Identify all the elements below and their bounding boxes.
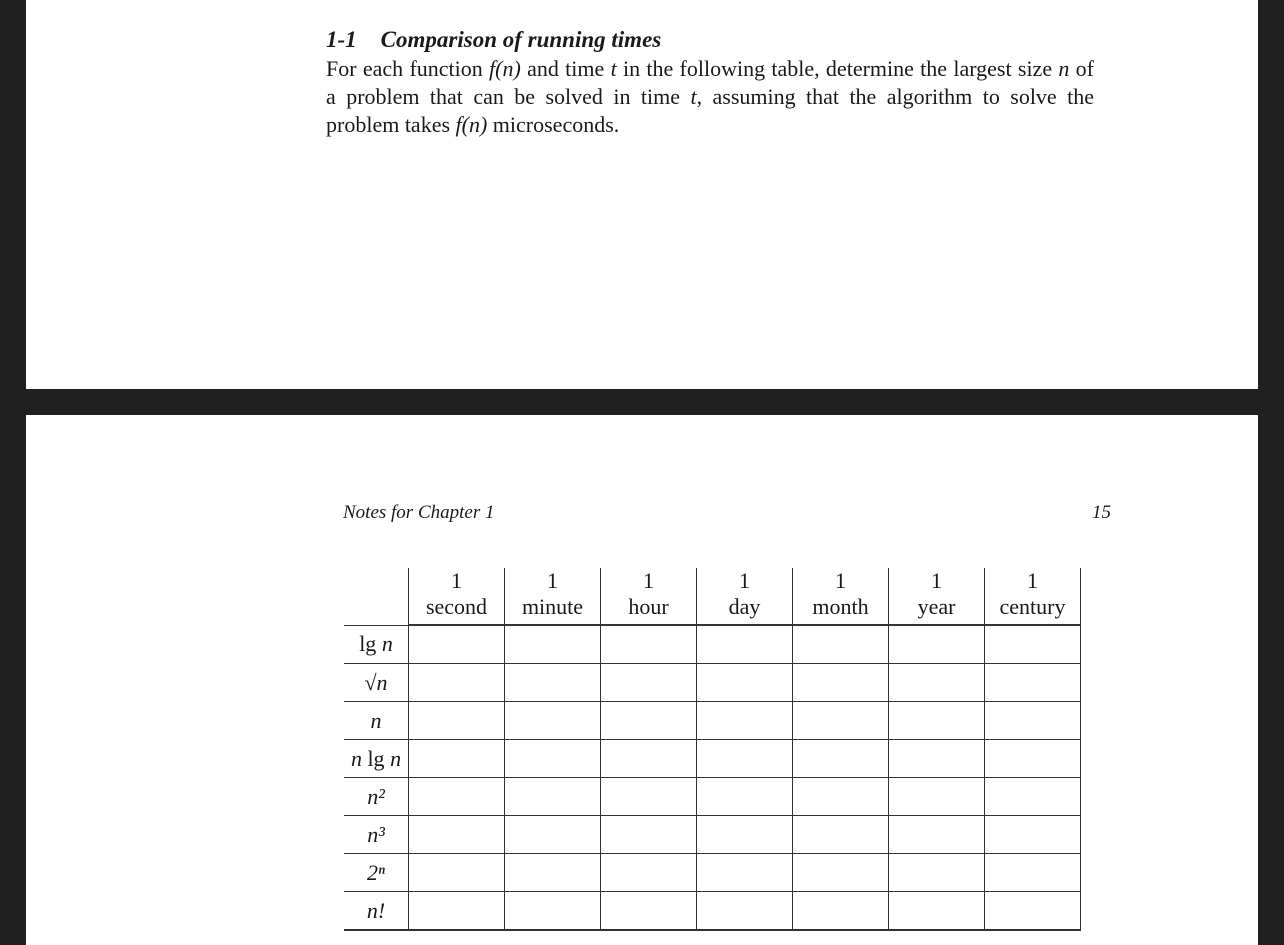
column-header — [601, 568, 697, 625]
table-cell[interactable] — [697, 664, 793, 702]
table-cell[interactable] — [793, 892, 889, 931]
table-cell[interactable] — [793, 702, 889, 740]
column-header — [409, 568, 505, 625]
table-cell[interactable] — [793, 625, 889, 664]
table-cell[interactable] — [601, 702, 697, 740]
table-cell[interactable] — [793, 854, 889, 892]
column-header — [697, 568, 793, 625]
math-var: n — [376, 631, 393, 657]
table-cell[interactable] — [985, 892, 1081, 931]
row-label-function — [344, 625, 409, 664]
table-row — [344, 664, 1081, 702]
table-cell[interactable] — [793, 778, 889, 816]
statement-text: microseconds. — [487, 112, 620, 137]
running-head: Notes for Chapter 1 — [343, 502, 495, 523]
table-cell[interactable] — [697, 702, 793, 740]
math-n: n — [1058, 56, 1070, 81]
table-cell[interactable] — [505, 702, 601, 740]
table-cell[interactable] — [697, 625, 793, 664]
table-cell[interactable] — [601, 854, 697, 892]
statement-text: For each function — [326, 56, 490, 81]
math-lg: lg — [359, 631, 377, 657]
row-label-function — [344, 740, 409, 778]
table-body — [344, 625, 1081, 930]
table-cell[interactable] — [505, 625, 601, 664]
column-header-unit: minute — [521, 594, 584, 619]
table-cell[interactable] — [505, 778, 601, 816]
problem-heading — [326, 27, 661, 53]
problem-number: 1-1 — [326, 27, 357, 52]
problem-statement — [326, 55, 1094, 139]
running-times-table — [344, 568, 1081, 931]
column-header — [985, 568, 1081, 625]
math-var: n — [350, 745, 368, 771]
table-cell[interactable] — [889, 778, 985, 816]
table-cell[interactable] — [409, 664, 505, 702]
table-cell[interactable] — [985, 625, 1081, 664]
column-header — [793, 568, 889, 625]
table-cell[interactable] — [409, 625, 505, 664]
math-t: t — [610, 56, 617, 81]
column-header-top: 1 — [547, 568, 558, 593]
table-corner — [344, 568, 409, 625]
table-cell[interactable] — [505, 816, 601, 854]
table-row — [344, 740, 1081, 778]
statement-text: , assuming that the algorithm to solve the problem takes — [326, 84, 1094, 137]
column-header-top: 1 — [451, 568, 462, 593]
column-header-top: 1 — [1027, 568, 1038, 593]
table-cell[interactable] — [601, 664, 697, 702]
table-row — [344, 702, 1081, 740]
table-row — [344, 854, 1081, 892]
column-header-unit: hour — [628, 594, 669, 619]
problem-title: Comparison of running times — [380, 27, 662, 52]
table-cell[interactable] — [601, 778, 697, 816]
row-label-function: 2ⁿ — [344, 854, 409, 892]
row-label-function: n² — [344, 778, 409, 816]
table-cell[interactable] — [697, 778, 793, 816]
table-cell[interactable] — [697, 854, 793, 892]
column-header-unit: second — [425, 594, 488, 619]
column-header-top: 1 — [931, 568, 942, 593]
table-cell[interactable] — [985, 854, 1081, 892]
table-cell[interactable] — [601, 740, 697, 778]
table-cell[interactable] — [697, 740, 793, 778]
math-var: n — [384, 745, 402, 771]
table-cell[interactable] — [889, 854, 985, 892]
table-cell[interactable] — [889, 702, 985, 740]
column-header-top: 1 — [643, 568, 654, 593]
table-cell[interactable] — [409, 740, 505, 778]
table-cell[interactable] — [793, 740, 889, 778]
table-cell[interactable] — [985, 740, 1081, 778]
table-cell[interactable] — [409, 892, 505, 931]
column-header-unit: year — [917, 594, 956, 619]
table-cell[interactable] — [409, 816, 505, 854]
math-f-of-n: f(n) — [455, 112, 488, 137]
column-header — [505, 568, 601, 625]
table-cell[interactable] — [889, 625, 985, 664]
math-f-of-n: f(n) — [489, 56, 521, 81]
document-page-bottom — [26, 415, 1258, 945]
table-cell[interactable] — [409, 778, 505, 816]
table-cell[interactable] — [985, 816, 1081, 854]
document-page-top — [26, 0, 1258, 389]
statement-text: in the following table, determine the largest size — [616, 56, 1059, 81]
table-cell[interactable] — [985, 664, 1081, 702]
table-row — [344, 892, 1081, 931]
column-header-top: 1 — [739, 568, 750, 593]
row-label-function: n³ — [344, 816, 409, 854]
math-lg: lg — [367, 745, 385, 771]
row-label-function: √n — [344, 664, 409, 702]
table-cell[interactable] — [889, 816, 985, 854]
table-cell[interactable] — [505, 892, 601, 931]
statement-text: of a problem that can be solved in time — [326, 56, 1095, 109]
page-number: 15 — [1092, 502, 1111, 523]
row-label-function: n — [344, 702, 409, 740]
table-cell[interactable] — [793, 816, 889, 854]
table-row — [344, 816, 1081, 854]
math-t: t — [690, 84, 697, 109]
column-header-unit: century — [999, 594, 1066, 619]
table-cell[interactable] — [889, 740, 985, 778]
statement-text: and time — [520, 56, 611, 81]
row-label-function: n! — [344, 892, 409, 931]
table-row — [344, 778, 1081, 816]
table-cell[interactable] — [985, 778, 1081, 816]
table-header-row — [344, 568, 1081, 625]
column-header-unit: month — [812, 594, 869, 619]
table-cell[interactable] — [601, 816, 697, 854]
table-cell[interactable] — [601, 625, 697, 664]
table-cell[interactable] — [889, 892, 985, 931]
column-header-top: 1 — [835, 568, 846, 593]
table-cell[interactable] — [793, 664, 889, 702]
table-cell[interactable] — [601, 892, 697, 931]
table-cell[interactable] — [697, 816, 793, 854]
table-cell[interactable] — [505, 854, 601, 892]
column-header-unit: day — [728, 594, 761, 619]
table-cell[interactable] — [697, 892, 793, 931]
table-cell[interactable] — [505, 664, 601, 702]
column-header — [889, 568, 985, 625]
table-cell[interactable] — [889, 664, 985, 702]
table-cell[interactable] — [505, 740, 601, 778]
table-cell[interactable] — [409, 702, 505, 740]
table-cell[interactable] — [409, 854, 505, 892]
table-cell[interactable] — [985, 702, 1081, 740]
table-row — [344, 625, 1081, 664]
